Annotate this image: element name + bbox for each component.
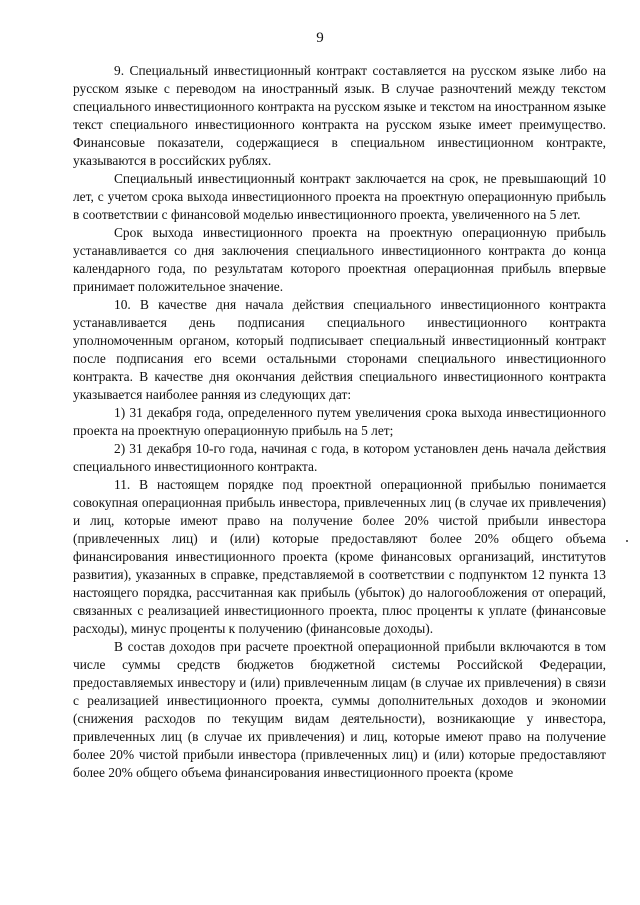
paragraph-11-operating-profit: 11. В настоящем порядке под проектной операционной прибылью понимается совокупная операционная прибыль инвестора, привлеченных лиц (в случае их привлечения) и лиц, которые имеют право на получение более 20% чистой прибыли инвестора (привлеченных лиц) и (или) которые предоставляют более 20% общего объема финансирования инвестиционного проекта (кроме финансовых организаций, институтов развития), указанных в справке, представляемой в соответствии с подпунктом 12 пункта 13 настоящего порядка, рассчитанная как прибыль (убыток) до налогообложения от операций, связанных с реализацией инвестиционного проекта, плюс проценты к уплате (финансовые расходы), минус проценты к получению (финансовые доходы). bbox=[73, 477, 606, 636]
paragraph-10-start-date: 10. В качестве дня начала действия специального инвестиционного контракта устанавливается день подписания специального инвестиционного контракта уполномоченным органом, который подписывает специальный инвестиционный контракт после подписания его всеми остальными сторонами специального инвестиционного контракта. В качестве дня окончания действия специального инвестиционного контракта указывается наиболее ранняя из следующих дат: bbox=[73, 297, 606, 402]
paragraph-9-language: 9. Специальный инвестиционный контракт составляется на русском языке либо на русском языке с переводом на иностранный язык. В случае разночтений между текстом специального инвестиционного контракта на русском языке и текстом на иностранном языке текст специального инвестиционного контракта на русском языке имеет преимущество. Финансовые показатели, содержащиеся в специальном инвестиционном контракте, указываются в российских рублях. bbox=[73, 63, 606, 168]
list-item-date-1: 1) 31 декабря года, определенного путем увеличения срока выхода инвестиционного проекта на проектную операционную прибыль на 5 лет; bbox=[73, 405, 606, 438]
paragraph-contract-term: Специальный инвестиционный контракт заключается на срок, не превышающий 10 лет, с учетом срока выхода инвестиционного проекта на проектную операционную прибыль в соответствии с финансовой моделью инвестиционного проекта, увеличенного на 5 лет. bbox=[73, 171, 606, 222]
list-item-date-2: 2) 31 декабря 10-го года, начиная с года, в котором установлен день начала действия специального инвестиционного контракта. bbox=[73, 441, 606, 474]
document-body bbox=[73, 62, 606, 782]
paragraph-profit-deadline: Срок выхода инвестиционного проекта на проектную операционную прибыль устанавливается со дня заключения специального инвестиционного контракта до конца календарного года, по результатам которого проектная операционная прибыль впервые принимает положительное значение. bbox=[73, 225, 606, 294]
scan-dot-mark bbox=[626, 540, 628, 542]
page-number: 9 bbox=[316, 30, 324, 46]
paragraph-income-composition: В состав доходов при расчете проектной операционной прибыли включаются в том числе суммы средств бюджетов бюджетной системы Российской Федерации, предоставляемых инвестору и (или) привлеченным лицам (в случае их привлечения) в связи с реализацией инвестиционного проекта, суммы дополнительных доходов и экономии (снижения расходов по текущим видам деятельности), возникающие у инвестора, привлеченных лиц (в случае их привлечения) и лиц, которые имеют право на получение более 20% чистой прибыли инвестора (привлеченных лиц) и (или) которые предоставляют более 20% общего объема финансирования инвестиционного проекта (кроме bbox=[73, 639, 606, 780]
